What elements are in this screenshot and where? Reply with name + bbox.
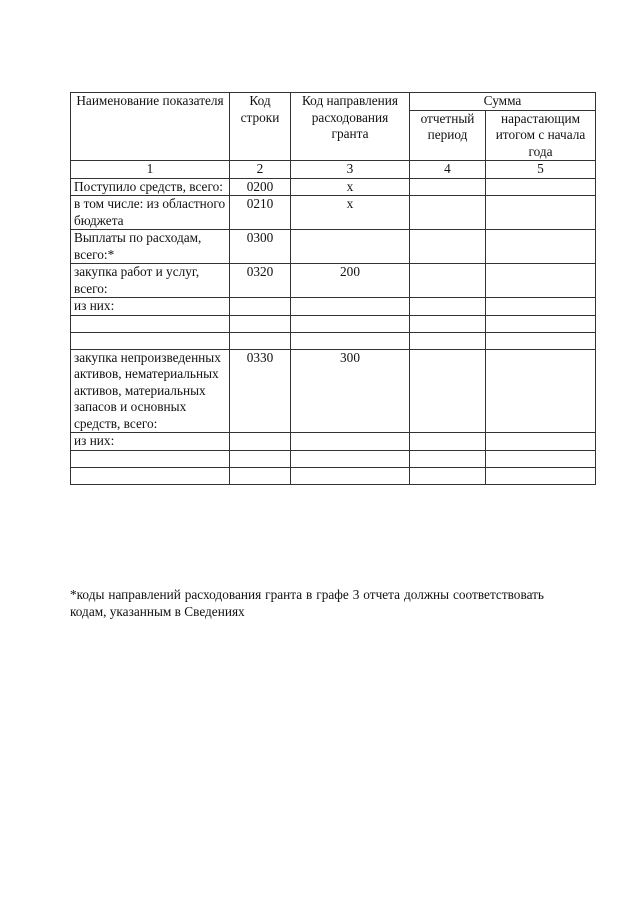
empty-cell (410, 467, 486, 484)
header-row (71, 93, 596, 111)
empty-cell (486, 467, 596, 484)
row-period-value (410, 196, 486, 230)
grant-report-table (70, 92, 596, 485)
header-period: отчетный период (410, 110, 486, 161)
empty-row (71, 467, 596, 484)
empty-cell (410, 315, 486, 332)
empty-cell (71, 315, 230, 332)
row-cumulative-value (486, 196, 596, 230)
col-number: 2 (230, 161, 291, 179)
row-period-value (410, 298, 486, 316)
empty-cell (230, 315, 291, 332)
empty-cell (291, 315, 410, 332)
row-code (230, 298, 291, 316)
row-name: из них: (71, 298, 230, 316)
table-row (71, 349, 596, 433)
empty-cell (71, 450, 230, 467)
empty-cell (230, 467, 291, 484)
row-code: 0210 (230, 196, 291, 230)
row-cumulative-value (486, 178, 596, 196)
row-cumulative-value (486, 349, 596, 433)
row-direction: х (291, 178, 410, 196)
row-period-value (410, 230, 486, 264)
row-name: Выплаты по расходам, всего:* (71, 230, 230, 264)
row-name: закупка непроизведенных активов, нематериальных активов, материальных запасов и основных средств, всего: (71, 349, 230, 433)
empty-cell (486, 332, 596, 349)
empty-row (71, 332, 596, 349)
table-row (71, 230, 596, 264)
row-period-value (410, 349, 486, 433)
empty-cell (230, 450, 291, 467)
empty-cell (230, 332, 291, 349)
row-direction: 200 (291, 264, 410, 298)
row-code (230, 433, 291, 451)
row-direction (291, 230, 410, 264)
table-row (71, 178, 596, 196)
row-code: 0200 (230, 178, 291, 196)
header-direction-code: Код направления расходования гранта (291, 93, 410, 161)
col-number: 5 (486, 161, 596, 179)
table-row (71, 298, 596, 316)
empty-cell (410, 450, 486, 467)
table-row (71, 196, 596, 230)
header-name: Наименование показателя (71, 93, 230, 161)
row-direction: 300 (291, 349, 410, 433)
col-number: 4 (410, 161, 486, 179)
col-number: 1 (71, 161, 230, 179)
header-sum: Сумма (410, 93, 596, 111)
empty-cell (486, 315, 596, 332)
col-number: 3 (291, 161, 410, 179)
table-row (71, 433, 596, 451)
row-code: 0300 (230, 230, 291, 264)
row-name: Поступило средств, всего: (71, 178, 230, 196)
row-cumulative-value (486, 230, 596, 264)
footnote: *коды направлений расходования гранта в графе 3 отчета должны соответствовать кодам, указанным в Сведениях (70, 587, 544, 619)
empty-cell (291, 450, 410, 467)
empty-row (71, 450, 596, 467)
column-numbers-row (71, 161, 596, 179)
row-period-value (410, 433, 486, 451)
row-code: 0320 (230, 264, 291, 298)
empty-cell (291, 467, 410, 484)
empty-row (71, 315, 596, 332)
empty-cell (291, 332, 410, 349)
row-direction (291, 298, 410, 316)
row-period-value (410, 264, 486, 298)
empty-cell (71, 467, 230, 484)
header-cumulative: нарастающим итогом с начала года (486, 110, 596, 161)
table-row (71, 264, 596, 298)
row-direction (291, 433, 410, 451)
empty-cell (410, 332, 486, 349)
row-cumulative-value (486, 298, 596, 316)
row-name: из них: (71, 433, 230, 451)
row-cumulative-value (486, 264, 596, 298)
row-direction: х (291, 196, 410, 230)
empty-cell (71, 332, 230, 349)
empty-cell (486, 450, 596, 467)
row-code: 0330 (230, 349, 291, 433)
row-cumulative-value (486, 433, 596, 451)
row-period-value (410, 178, 486, 196)
header-line-code: Код строки (230, 93, 291, 161)
row-name: в том числе: из областного бюджета (71, 196, 230, 230)
row-name: закупка работ и услуг, всего: (71, 264, 230, 298)
